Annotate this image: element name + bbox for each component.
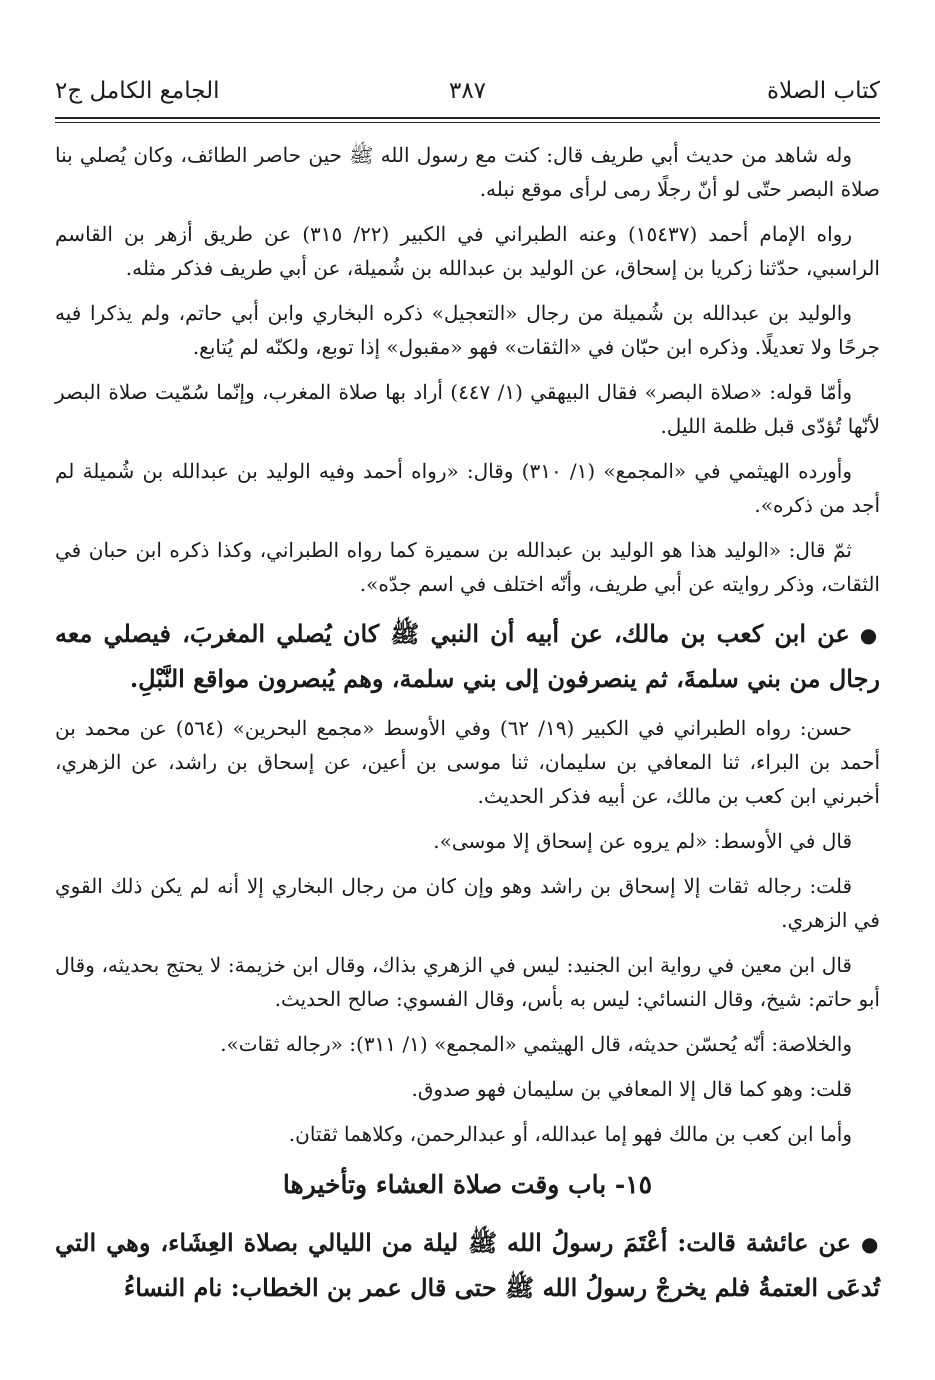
paragraph: وأورده الهيثمي في «المجمع» (١/ ٣١٠) وقال: «رواه أحمد وفيه الوليد بن عبدالله بن شُميلة لم أجد من ذكره». [55,459,880,517]
paragraph: قلت: رجاله ثقات إلا إسحاق بن راشد وهو وإن كان من رجال البخاري إلا أنه لم يكن ذلك القوي في الزهري. [55,874,880,932]
bullet-icon: ● [859,623,881,647]
paragraph: وله شاهد من حديث أبي طريف قال: كنت مع رسول الله ﷺ حين حاصر الطائف، وكان يُصلي بنا صلاة البصر حتّى لو أنّ رجلًا رمى لرأى موقع نبله. [55,143,880,201]
hadith-body: عن ابن كعب بن مالك، عن أبيه أن النبي ﷺ كان يُصلي المغربَ، فيصلي معه رجال من بني سلمةَ، ثم ينصرفون إلى بني سلمة، وهم يُبصرون مواقع النَّبْلِ. [55,619,880,693]
paragraph: رواه الإمام أحمد (١٥٤٣٧) وعنه الطبراني في الكبير (٢٢/ ٣١٥) عن طريق أزهر بن القاسم الراسبي، حدّثنا زكريا بن إسحاق، عن الوليد بن عبدالله بن شُميلة، عن أبي طريف فذكر مثله. [55,222,880,280]
paragraph: ثمّ قال: «الوليد هذا هو الوليد بن عبدالله بن سميرة كما رواه الطبراني، وكذا ذكره ابن حبان في الثقات، وذكر روايته عن أبي طريف، وأنّه اختلف في اسم جدّه». [55,538,880,596]
bullet-icon: ● [860,1232,881,1256]
hadith-text [55,612,880,701]
paragraph: والخلاصة: أنّه يُحسّن حديثه، قال الهيثمي «المجمع» (١/ ٣١١): «رجاله ثقات». [220,1032,852,1056]
chapter-title: ١٥- باب وقت صلاة العشاء وتأخيرها [282,1170,653,1199]
paragraph: قال ابن معين في رواية ابن الجنيد: ليس في الزهري بذاك، وقال ابن خزيمة: لا يحتج بحديثه، وقال أبو حاتم: شيخ، وقال النسائي: ليس به بأس، وقال الفسوي: صالح الحديث. [55,953,880,1011]
paragraph: وأمّا قوله: «صلاة البصر» فقال البيهقي (١/ ٤٤٧) أراد بها صلاة المغرب، وإنّما سُمّيت صلاة البصر لأنّها تُؤدّى قبل ظلمة الليل. [55,380,880,438]
paragraph: قلت: وهو كما قال إلا المعافي بن سليمان فهو صدوق. [411,1077,852,1101]
header-rule [55,117,880,119]
paragraph: والوليد بن عبدالله بن شُميلة من رجال «التعجيل» ذكره البخاري وابن أبي حاتم، ولم يذكرا فيه جرحًا ولا تعديلًا. وذكره ابن حبّان في «الثقات» فهو «مقبول» إذا توبع، ولكنّه لم يُتابع. [55,301,880,359]
hadith-text [55,1221,880,1310]
paragraph: وأما ابن كعب بن مالك فهو إما عبدالله، أو عبدالرحمن، وكلاهما ثقتان. [288,1122,852,1146]
paragraph: قال في الأوسط: «لم يروه عن إسحاق إلا موسى». [433,829,852,853]
paragraph: حسن: رواه الطبراني في الكبير (١٩/ ٦٢) وفي الأوسط «مجمع البحرين» (٥٦٤) عن محمد بن أحمد بن البراء، ثنا المعافي بن سليمان، ثنا موسى بن أعين، عن إسحاق بن راشد، عن الزهري، أخبرني ابن كعب بن مالك، عن أبيه فذكر الحديث. [55,716,880,808]
page-body [55,138,880,1320]
hadith-body: عن عائشة قالت: أعْتَمَ رسولُ الله ﷺ ليلة من الليالي بصلاة العِشَاء، وهي التي تُدعَى العتمةُ فلم يخرجْ رسولُ الله ﷺ حتى قال عمر بن الخطاب: نام النساءُ [55,1228,880,1302]
page-number: ٣٨٧ [448,78,487,104]
running-header [55,76,880,114]
header-book-section: كتاب الصلاة [767,78,880,104]
header-rule-thin [55,122,880,123]
header-book-title: الجامع الكامل ج٢ [55,78,220,104]
